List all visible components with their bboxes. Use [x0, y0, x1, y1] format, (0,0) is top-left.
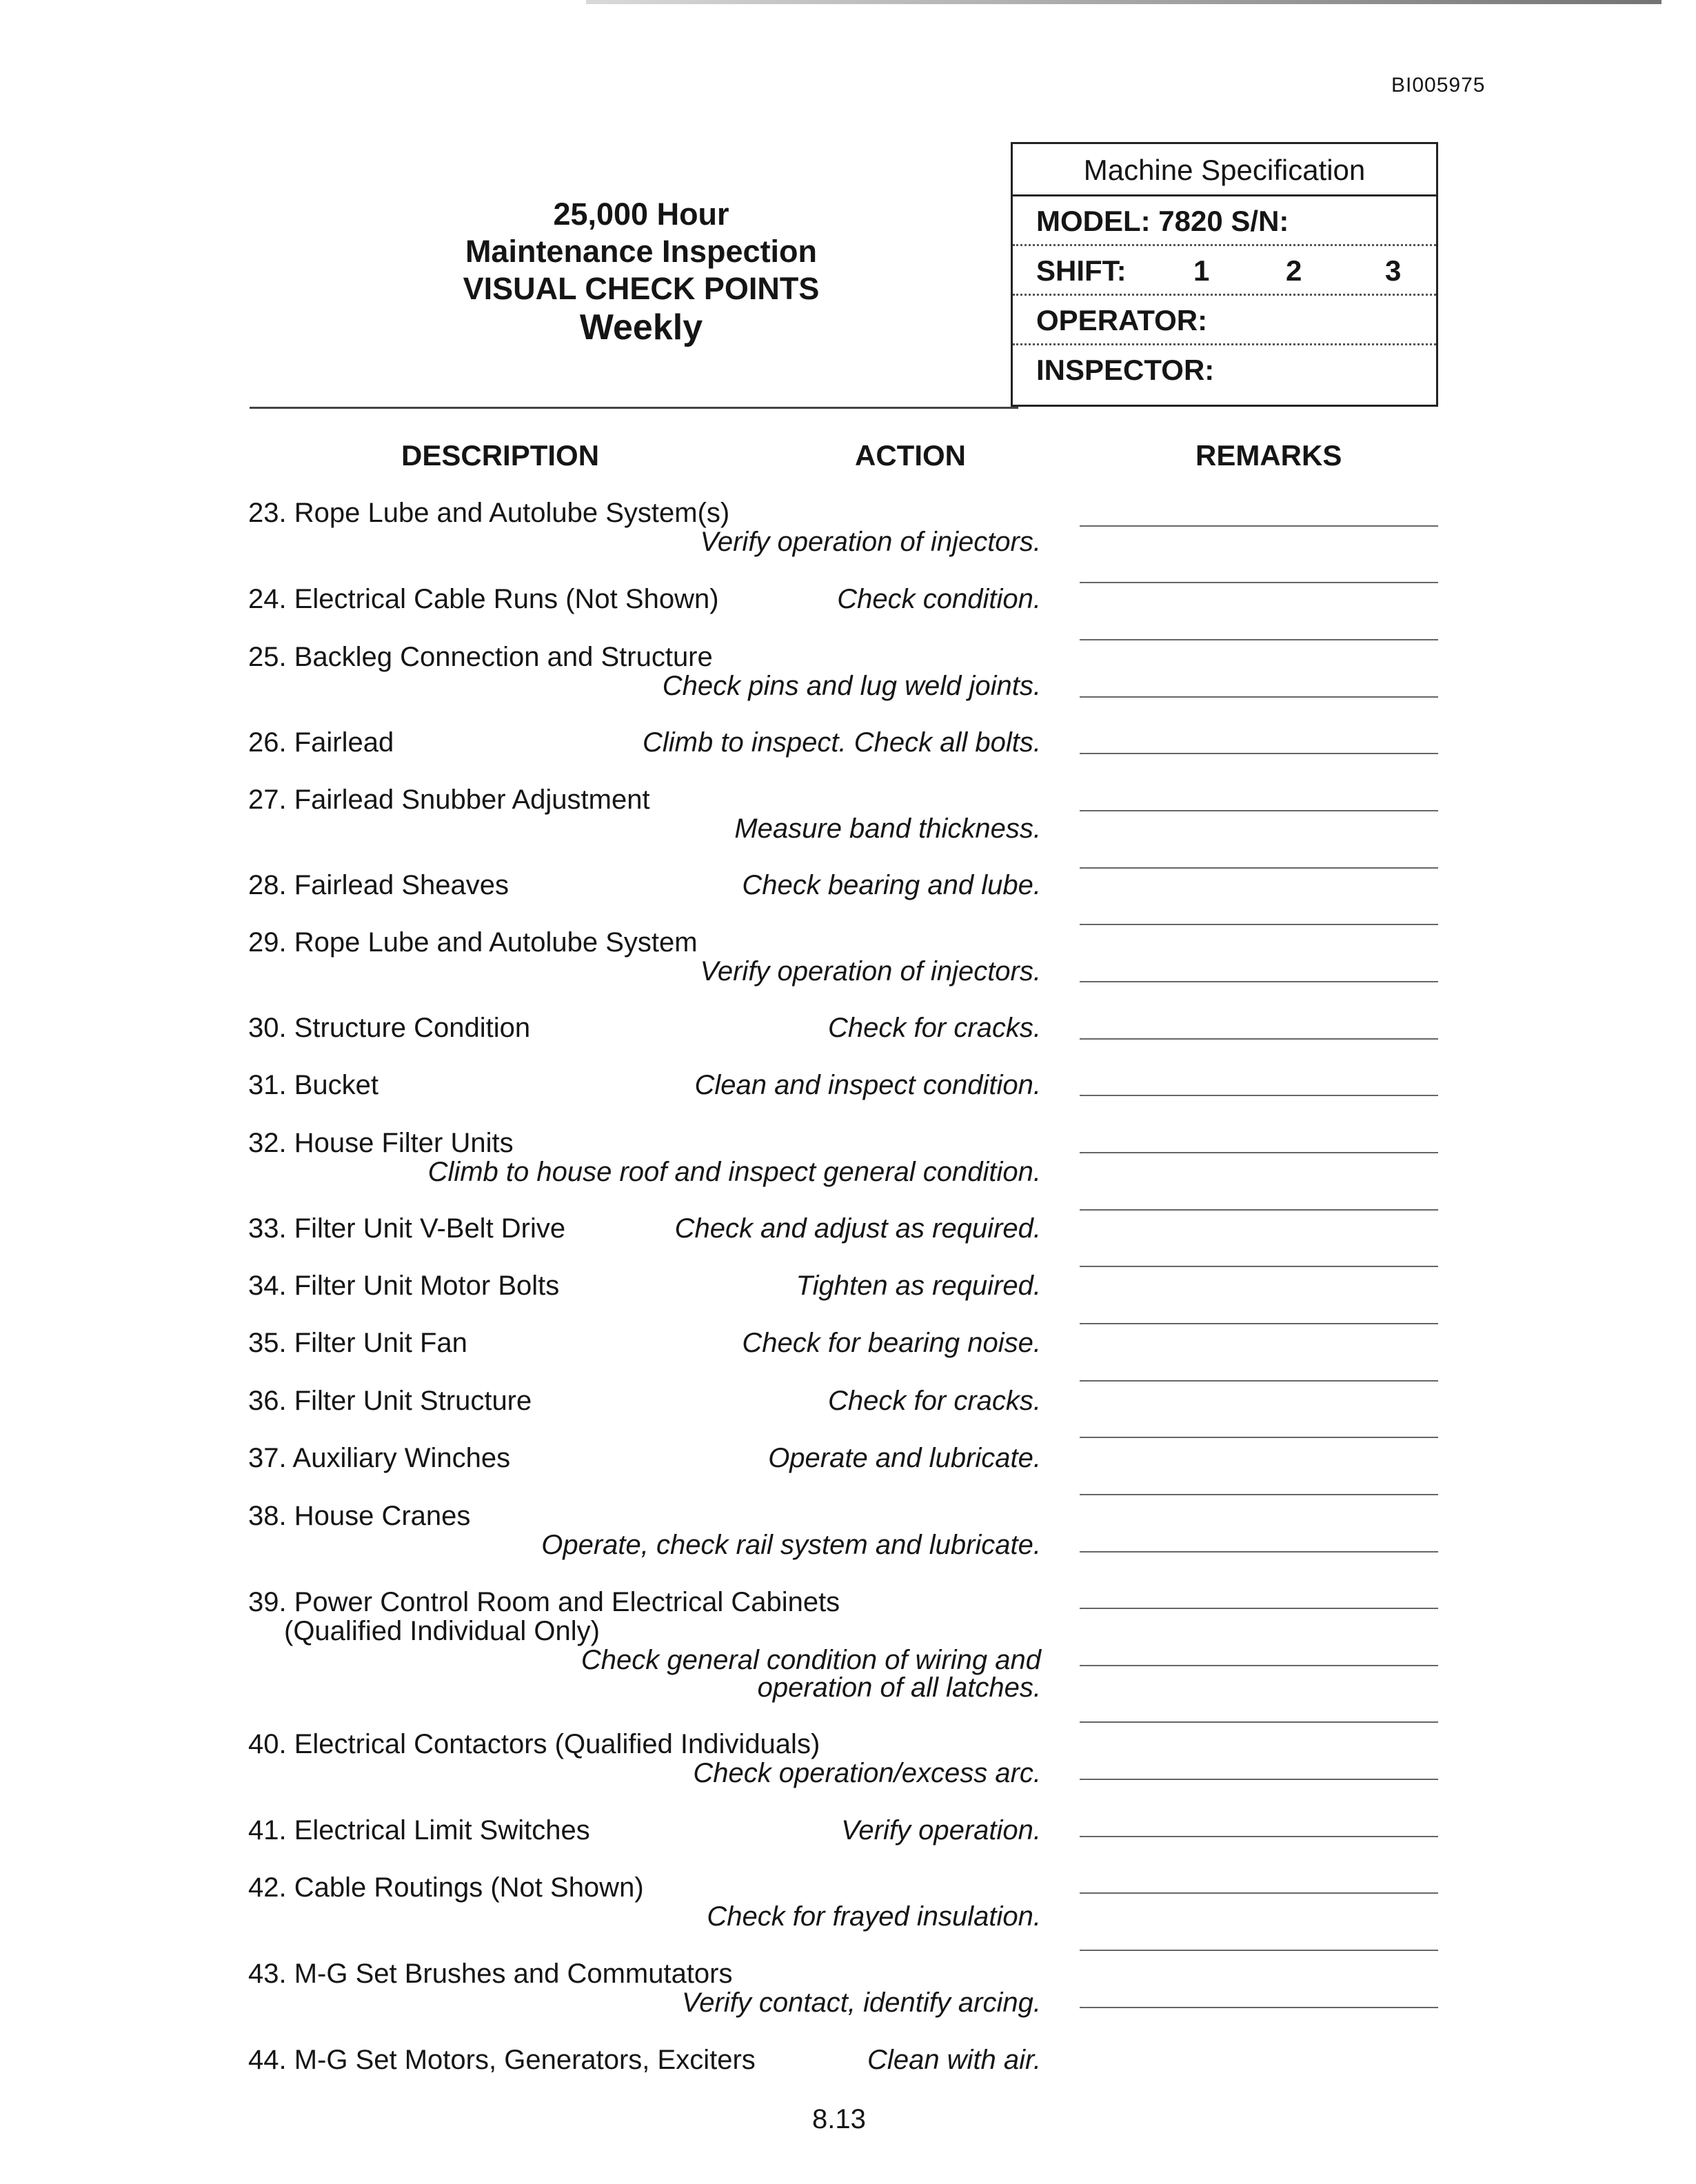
spec-header: Machine Specification	[1013, 144, 1436, 196]
remarks-line[interactable]	[1080, 981, 1438, 982]
checkpoint-description: 38. House Cranes	[248, 1501, 471, 1531]
checkpoint-description: 33. Filter Unit V-Belt Drive	[248, 1213, 566, 1244]
machine-spec-box	[1011, 142, 1438, 407]
checkpoint-description: 24. Electrical Cable Runs (Not Shown)	[248, 584, 719, 614]
remarks-line[interactable]	[1080, 924, 1438, 925]
checkpoint-description: 35. Filter Unit Fan	[248, 1328, 467, 1358]
checkpoint-action: Check bearing and lube.	[742, 870, 1041, 900]
remarks-line[interactable]	[1080, 1095, 1438, 1096]
remarks-line[interactable]	[1080, 1380, 1438, 1382]
title-line-3: VISUAL CHECK POINTS	[463, 271, 820, 306]
checkpoint-description: 23. Rope Lube and Autolube System(s)	[248, 498, 730, 528]
checkpoint-action: Verify contact, identify arcing.	[682, 1988, 1041, 2018]
checkpoint-action: Verify operation.	[841, 1815, 1041, 1846]
remarks-line[interactable]	[1080, 1950, 1438, 1951]
remarks-line[interactable]	[1080, 1608, 1438, 1609]
checkpoint-description: 29. Rope Lube and Autolube System	[248, 927, 698, 958]
checkpoint-description: 43. M-G Set Brushes and Commutators	[248, 1959, 733, 1989]
remarks-line[interactable]	[1080, 1266, 1438, 1267]
checkpoint-action: Check general condition of wiring and	[581, 1645, 1041, 1675]
checkpoint-description: 37. Auxiliary Winches	[248, 1443, 511, 1473]
remarks-line[interactable]	[1080, 1721, 1438, 1723]
page-number: 8.13	[812, 2104, 866, 2134]
checkpoint-action: Tighten as required.	[796, 1271, 1041, 1301]
shift-option-1[interactable]: 1	[1193, 254, 1210, 287]
checkpoint-description: 34. Filter Unit Motor Bolts	[248, 1271, 560, 1301]
checkpoint-description: 31. Bucket	[248, 1070, 379, 1100]
checkpoint-action: Clean and inspect condition.	[694, 1070, 1041, 1100]
checkpoint-action: Operate, check rail system and lubricate.	[541, 1530, 1041, 1560]
remarks-line[interactable]	[1080, 1209, 1438, 1211]
checkpoint-description: 30. Structure Condition	[248, 1013, 531, 1043]
checkpoint-description: 27. Fairlead Snubber Adjustment	[248, 785, 650, 815]
document-title	[386, 196, 896, 346]
remarks-line[interactable]	[1080, 1892, 1438, 1894]
checkpoint-action: Check for frayed insulation.	[707, 1901, 1041, 1932]
checkpoint-action: Check pins and lug weld joints.	[662, 671, 1041, 701]
checkpoint-action: Climb to house roof and inspect general condition.	[427, 1157, 1041, 1187]
spec-inspector-label: INSPECTOR:	[1036, 354, 1215, 386]
checkpoint-action: Operate and lubricate.	[768, 1443, 1041, 1473]
remarks-line[interactable]	[1080, 639, 1438, 640]
checkpoint-action: Check for cracks.	[828, 1013, 1041, 1043]
checkpoint-action: Check for bearing noise.	[742, 1328, 1041, 1358]
checkpoint-description: 41. Electrical Limit Switches	[248, 1815, 590, 1846]
checkpoint-description: 25. Backleg Connection and Structure	[248, 642, 713, 672]
remarks-line[interactable]	[1080, 582, 1438, 583]
remarks-line[interactable]	[1080, 753, 1438, 754]
spec-shift-row[interactable]	[1013, 246, 1436, 296]
checkpoint-action: Check condition.	[837, 584, 1041, 614]
remarks-line[interactable]	[1080, 1323, 1438, 1324]
spec-inspector-row[interactable]	[1013, 345, 1436, 395]
checkpoint-action: Check operation/excess arc.	[693, 1758, 1041, 1788]
checkpoint-action: Climb to inspect. Check all bolts.	[642, 727, 1041, 758]
checkpoint-action-continued: operation of all latches.	[757, 1672, 1041, 1703]
checkpoint-description: 32. House Filter Units	[248, 1128, 514, 1158]
checkpoint-description: 39. Power Control Room and Electrical Cabinets	[248, 1587, 840, 1617]
shift-option-3[interactable]: 3	[1385, 254, 1402, 287]
checkpoint-description: 42. Cable Routings (Not Shown)	[248, 1872, 644, 1903]
scan-top-edge	[586, 0, 1662, 4]
checkpoint-action: Verify operation of injectors.	[700, 956, 1041, 987]
document-id: BI005975	[1391, 74, 1486, 97]
checkpoint-action: Verify operation of injectors.	[700, 527, 1041, 557]
checkpoint-description: 28. Fairlead Sheaves	[248, 870, 509, 900]
checkpoint-action: Check and adjust as required.	[674, 1213, 1041, 1244]
remarks-line[interactable]	[1080, 1665, 1438, 1666]
checkpoint-action: Clean with air.	[867, 2045, 1041, 2075]
remarks-line[interactable]	[1080, 1494, 1438, 1495]
title-line-1: 25,000 Hour	[553, 196, 729, 232]
remarks-line[interactable]	[1080, 1152, 1438, 1153]
title-frequency: Weekly	[579, 307, 703, 347]
shift-option-2[interactable]: 2	[1286, 254, 1302, 287]
remarks-line[interactable]	[1080, 1779, 1438, 1780]
checkpoint-action: Check for cracks.	[828, 1386, 1041, 1416]
remarks-line[interactable]	[1080, 696, 1438, 698]
remarks-line[interactable]	[1080, 1836, 1438, 1837]
remarks-line[interactable]	[1080, 1038, 1438, 1040]
spec-model-row[interactable]	[1013, 196, 1436, 246]
column-header-remarks: REMARKS	[1195, 439, 1342, 472]
checkpoint-qualifier: (Qualified Individual Only)	[284, 1616, 600, 1646]
checkpoint-description: 36. Filter Unit Structure	[248, 1386, 532, 1416]
column-header-action: ACTION	[855, 439, 966, 472]
remarks-line[interactable]	[1080, 525, 1438, 527]
checkpoint-action: Measure band thickness.	[734, 813, 1041, 844]
remarks-line[interactable]	[1080, 867, 1438, 869]
title-line-2: Maintenance Inspection	[465, 234, 818, 269]
spec-shift-label: SHIFT:	[1036, 254, 1127, 287]
remarks-line[interactable]	[1080, 1437, 1438, 1438]
remarks-line[interactable]	[1080, 810, 1438, 811]
title-divider	[250, 407, 1018, 409]
remarks-line[interactable]	[1080, 1551, 1438, 1553]
spec-operator-label: OPERATOR:	[1036, 304, 1208, 336]
column-header-description: DESCRIPTION	[401, 439, 600, 472]
checkpoint-description: 44. M-G Set Motors, Generators, Exciters	[248, 2045, 756, 2075]
checkpoint-description: 40. Electrical Contactors (Qualified Individuals)	[248, 1729, 820, 1759]
remarks-line[interactable]	[1080, 2007, 1438, 2008]
spec-model-label: MODEL: 7820 S/N:	[1036, 205, 1289, 237]
checkpoint-description: 26. Fairlead	[248, 727, 394, 758]
spec-operator-row[interactable]	[1013, 296, 1436, 345]
